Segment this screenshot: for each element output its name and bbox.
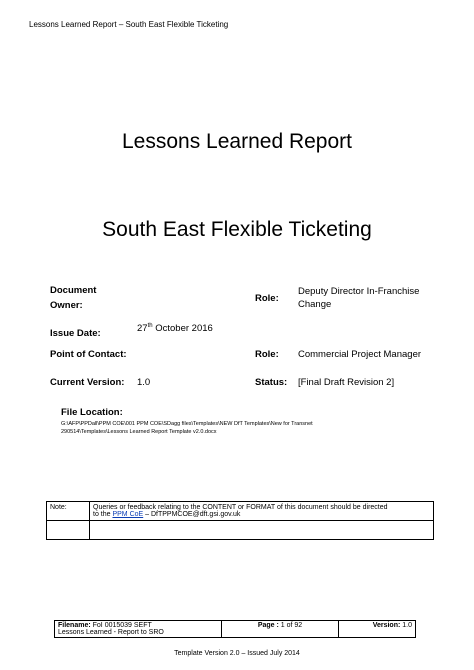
note-key: Note: <box>47 502 90 521</box>
document-owner-label: Document Owner: <box>50 285 97 311</box>
ppm-coe-link[interactable]: PPM CoE <box>112 511 144 518</box>
role-label-2: Role: <box>255 349 279 360</box>
note-table <box>46 501 434 540</box>
current-version-value: 1.0 <box>137 377 151 388</box>
page-cell: Page : 1 of 92 <box>222 621 339 638</box>
note-empty-cell <box>90 521 434 540</box>
role-label: Role: <box>255 293 279 304</box>
point-of-contact-label: Point of Contact: <box>50 349 127 360</box>
issue-date-value: 27th October 2016 <box>137 323 213 335</box>
role-value-2: Commercial Project Manager <box>298 349 422 360</box>
document-subtitle: South East Flexible Ticketing <box>102 218 372 241</box>
current-version-label: Current Version: <box>50 377 125 388</box>
status-label: Status: <box>255 377 288 388</box>
filename-cell: Filename: FoI 0015039 SEFT Lessons Learned - Report to SRO <box>55 621 222 638</box>
role-value: Deputy Director In-Franchise Change <box>298 286 420 310</box>
file-location-label: File Location: <box>61 407 123 418</box>
template-version-footer: Template Version 2.0 – Issued July 2014 <box>174 650 300 657</box>
footer-table <box>54 620 416 638</box>
file-location-path: G:\AFP\PPDall\PPM COE\001 PPM COE\SDagg files\Templates\NEW DfT Templates\New for Transnet 290514\Templates\Lessons Learned Report Template v2.0.docx <box>61 421 313 435</box>
note-empty-key <box>47 521 90 540</box>
issue-date-label: Issue Date: <box>50 328 101 339</box>
version-cell: Version: 1.0 <box>339 621 416 638</box>
status-value: [Final Draft Revision 2] <box>298 377 395 388</box>
running-header: Lessons Learned Report – South East Flexible Ticketing <box>29 20 229 29</box>
document-title: Lessons Learned Report <box>122 130 352 153</box>
note-text: Queries or feedback relating to the CONTENT or FORMAT of this document should be directed to the PPM CoE – DfTPPMCOE@dft.gsi.gov.uk <box>90 502 434 521</box>
